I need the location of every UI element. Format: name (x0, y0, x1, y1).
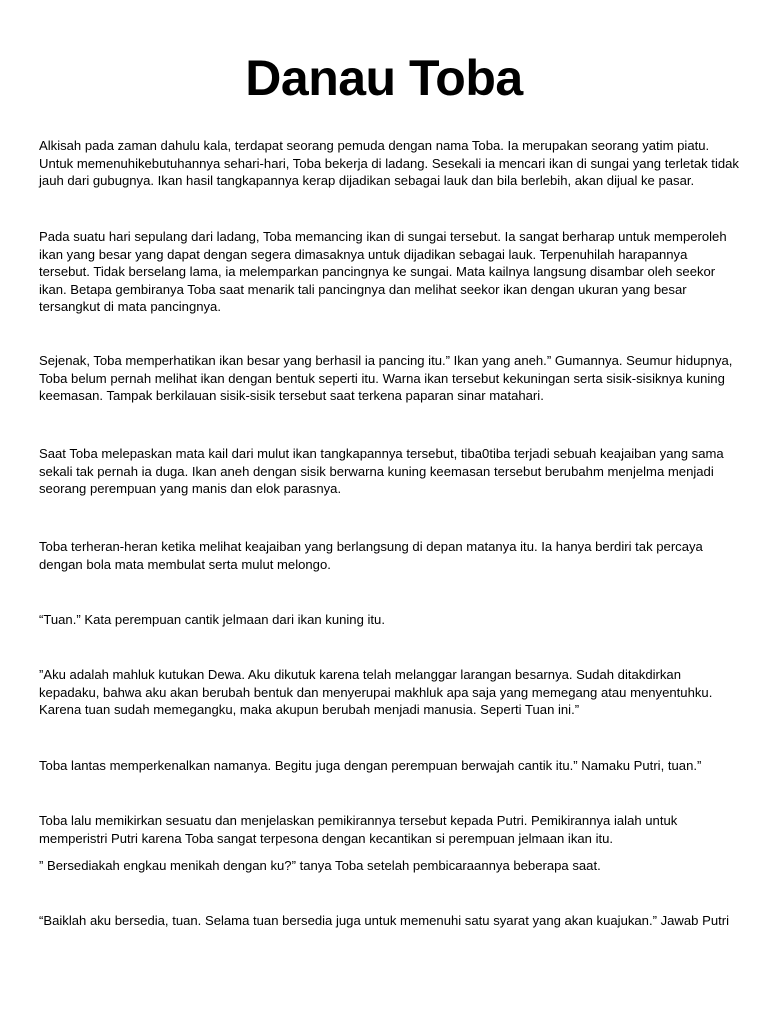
paragraph-3: Sejenak, Toba memperhatikan ikan besar yang berhasil ia pancing itu.” Ikan yang aneh.” Gumannya. Seumur hidupnya, Toba belum pernah melihat ikan dengan bentuk seperti itu. Warna ikan tersebut kekuningan serta sisik-sisiknya kuning keemasan. Tampak berkilauan sisik-sisik tersebut saat terkena paparan sinar matahari. (39, 353, 733, 404)
paragraph-8: Toba lantas memperkenalkan namanya. Begitu juga dengan perempuan berwajah cantik itu.” Namaku Putri, tuan.” (39, 758, 702, 773)
paragraph-11: “Baiklah aku bersedia, tuan. Selama tuan bersedia juga untuk memenuhi satu syarat yang akan kuajukan.” Jawab Putri (39, 913, 730, 928)
paragraph-10: ” Bersediakah engkau menikah dengan ku?” tanya Toba setelah pembicaraannya beberapa saat. (39, 858, 601, 873)
paragraph-4: Saat Toba melepaskan mata kail dari mulut ikan tangkapannya tersebut, tiba0tiba terjadi sebuah keajaiban yang sama sekali tak pernah ia duga. Ikan aneh dengan sisik berwarna kuning keemasan tersebut berubahm menjelma menjadi seorang perempuan yang manis dan elok parasnya. (39, 446, 724, 497)
paragraph-7: ”Aku adalah mahluk kutukan Dewa. Aku dikutuk karena telah melanggar larangan besarnya. Sudah ditakdirkan kepadaku, bahwa aku akan berubah bentuk dan menyerupai makhluk apa saja yang memegang atau menyentuhku. Karena tuan sudah memegangku, maka akupun berubah menjadi manusia. Seperti Tuan ini.” (39, 667, 713, 718)
paragraph-1: Alkisah pada zaman dahulu kala, terdapat seorang pemuda dengan nama Toba. Ia merupakan seorang yatim piatu. Untuk memenuhikebutuhannya sehari-hari, Toba bekerja di ladang. Sesekali ia mencari ikan di sungai yang terletak tidak jauh dari gubugnya. Ikan hasil tangkapannya kerap dijadikan sebagai lauk dan bila berlebih, akan dijual ke pasar. (39, 138, 739, 189)
paragraph-6: “Tuan.” Kata perempuan cantik jelmaan dari ikan kuning itu. (39, 612, 385, 627)
paragraph-2: Pada suatu hari sepulang dari ladang, Toba memancing ikan di sungai tersebut. Ia sangat berharap untuk memperoleh ikan yang besar yang dapat dengan segera dimasaknya untuk dijadikan sebagai lauk. Terpenuhilah harapannya tersebut. Tidak berselang lama, ia melemparkan pancingnya ke sungai. Mata kailnya langsung disambar oleh seekor ikan. Betapa gembiranya Toba saat menarik tali pancingnya dan melihat seekor ikan dengan ukuran yang besar tersangkut di mata pancingnya. (39, 229, 727, 315)
paragraph-9: Toba lalu memikirkan sesuatu dan menjelaskan pemikirannya tersebut kepada Putri. Pemikirannya ialah untuk memperistri Putri karena Toba sangat terpesona dengan kecantikan si perempuan jelmaan ikan itu. (39, 813, 678, 846)
paragraph-5: Toba terheran-heran ketika melihat keajaiban yang berlangsung di depan matanya itu. Ia hanya berdiri tak percaya dengan bola mata membulat serta mulut melongo. (39, 539, 703, 572)
document-title: Danau Toba (245, 50, 523, 106)
